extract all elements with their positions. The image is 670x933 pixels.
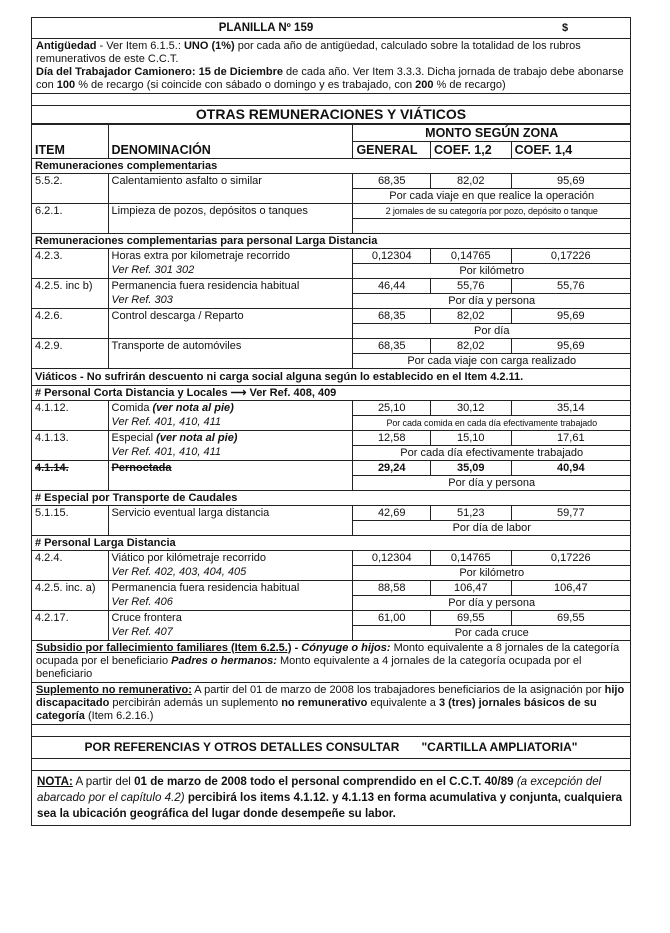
- item-name-text: Transporte de automóviles: [111, 339, 242, 352]
- item-code-cont: [32, 188, 109, 203]
- subsidio-paragraph: [31, 641, 631, 683]
- viaticos-note: Viáticos - No sufrirán descuento ni carga social alguna según lo establecido en el Item 4.2.11.: [32, 368, 631, 385]
- item-name: [108, 308, 353, 323]
- nota-paragraph: [31, 771, 631, 826]
- item-ref: [108, 323, 353, 338]
- value-general: 61,00: [353, 610, 431, 625]
- item-ref: [108, 565, 353, 580]
- group-title: Remuneraciones complementarias para personal Larga Distancia: [32, 233, 631, 248]
- table-row: [32, 505, 631, 520]
- coef-12-header: COEF. 1,2: [430, 142, 511, 159]
- value-general: 25,10: [353, 400, 431, 415]
- group-title-row: [32, 233, 631, 248]
- nota-date: 01 de marzo de 2008 todo el personal comprendido en el C.C.T. 40/89: [134, 774, 514, 788]
- group-title-row: [32, 490, 631, 505]
- table-row: [32, 430, 631, 445]
- group-title-row: [32, 385, 631, 400]
- value-general: 29,24: [353, 460, 431, 475]
- value-coef-12: 0,14765: [430, 248, 511, 263]
- referencias-banner: [31, 737, 631, 759]
- value-coef-14: 0,17226: [511, 248, 630, 263]
- camionero-text-2: % de recargo (si coincide con sábado o domingo y es trabajado, con: [75, 79, 416, 91]
- table-row-detail: [32, 293, 631, 308]
- subsidio-dash: -: [291, 641, 302, 654]
- camionero-label: Día del Trabajador Camionero:: [36, 66, 196, 78]
- value-general: 42,69: [353, 505, 431, 520]
- unit-description: Por kilómetro: [353, 565, 631, 580]
- table-row-detail: [32, 625, 631, 640]
- camionero-pct-200: 200: [415, 79, 434, 91]
- table-row: [32, 308, 631, 323]
- unit-description: Por día y persona: [353, 595, 631, 610]
- value-coef-12: 30,12: [430, 400, 511, 415]
- item-code-cont: [32, 565, 109, 580]
- table-row: [32, 278, 631, 293]
- suplemento-text-3: equivalente a: [367, 696, 439, 709]
- item-code-cont: [32, 263, 109, 278]
- item-name: [108, 173, 353, 188]
- item-name-text: Limpieza de pozos, depósitos o tanques: [111, 204, 308, 217]
- blank-row: [31, 725, 631, 737]
- value-coef-12: 35,09: [430, 460, 511, 475]
- table-head-row-2: [32, 142, 631, 159]
- item-code-cont: [32, 520, 109, 535]
- antiguedad-percent: UNO (1%): [183, 40, 235, 52]
- nota-label: NOTA:: [37, 774, 73, 788]
- value-general: 12,58: [353, 430, 431, 445]
- item-name: [108, 203, 353, 218]
- value-general: 0,12304: [353, 550, 431, 565]
- value-coef-14: 17,61: [511, 430, 630, 445]
- camionero-date: 15 de Diciembre: [198, 66, 283, 78]
- item-name: [108, 460, 353, 475]
- table-row-detail: [32, 595, 631, 610]
- table-row-detail: [32, 263, 631, 278]
- value-coef-12: 51,23: [430, 505, 511, 520]
- unit-description: Por kilómetro: [353, 263, 631, 278]
- value-coef-12: 0,14765: [430, 550, 511, 565]
- blank-row: [31, 759, 631, 771]
- table-row: [32, 248, 631, 263]
- table-row: [32, 338, 631, 353]
- table-row-detail: [32, 415, 631, 430]
- table-row-detail: [32, 218, 631, 233]
- item-name-text: Permanencia fuera residencia habitual: [111, 581, 300, 594]
- suplemento-text: A partir del 01 de marzo de 2008 los trabajadores beneficiarios de la asignación por: [191, 683, 605, 696]
- item-ref-text: Ver Ref. 301 302: [111, 264, 195, 277]
- suplemento-label: Suplemento no remunerativo:: [36, 683, 192, 696]
- item-name: [108, 610, 353, 625]
- item-code: 4.2.6.: [32, 308, 109, 323]
- item-name: [108, 248, 353, 263]
- table-row-detail: [32, 323, 631, 338]
- value-general: 0,12304: [353, 248, 431, 263]
- antiguedad-paragraph: [31, 39, 631, 94]
- nota-pie-ref: (ver nota al pie): [152, 401, 234, 414]
- value-coef-14: 35,14: [511, 400, 630, 415]
- subsidio-conyuge: Cónyuge o hijos:: [301, 641, 391, 654]
- item-code: 4.2.9.: [32, 338, 109, 353]
- value-coef-14: 40,94: [511, 460, 630, 475]
- unit-description: Por día y persona: [353, 293, 631, 308]
- value-general: 68,35: [353, 308, 431, 323]
- item-code: 5.1.15.: [32, 505, 109, 520]
- item-name: [108, 278, 353, 293]
- currency-mark: $: [561, 21, 569, 34]
- suplemento-hijo: hijo discapacitado: [36, 683, 625, 709]
- item-code: 4.1.14.: [32, 460, 109, 475]
- table-row: [32, 400, 631, 415]
- item-name-text: Permanencia fuera residencia habitual: [111, 279, 300, 292]
- head-blank: [32, 125, 109, 142]
- table-row-detail: [32, 445, 631, 460]
- nota-text-2: percibirá los items 4.1.12. y 4.1.13 en forma acumulativa y conjunta, cualquiera sea la ubicación geográfica del lugar donde desempeñe su labor.: [37, 790, 623, 820]
- suplemento-text-2: percibirán además un suplemento: [109, 696, 282, 709]
- unit-description: Por cada viaje en que realice la operación: [353, 188, 631, 203]
- remuneraciones-table: [31, 124, 631, 641]
- unit-description: Por cada viaje con carga realizado: [353, 353, 631, 368]
- value-coef-12: 15,10: [430, 430, 511, 445]
- unit-description: Por día de labor: [353, 520, 631, 535]
- item-name: [108, 550, 353, 565]
- blank-row: [31, 94, 631, 106]
- item-ref: [108, 445, 353, 460]
- item-code: 4.2.4.: [32, 550, 109, 565]
- camionero-text: de cada año. Ver Item 3.3.3. Dicha jornada de trabajo debe abonarse con: [36, 66, 624, 91]
- item-ref-text: Ver Ref. 303: [111, 294, 173, 307]
- value-general: 46,44: [353, 278, 431, 293]
- suplemento-text-4: (Item 6.2.16.): [84, 709, 154, 722]
- table-row: [32, 460, 631, 475]
- unit-description: Por cada comida en cada día efectivamente trabajado: [353, 415, 631, 430]
- antiguedad-text: - Ver Item 6.1.5.:: [96, 40, 184, 52]
- value-coef-12: 82,02: [430, 308, 511, 323]
- table-row-detail: [32, 353, 631, 368]
- group-title: Remuneraciones complementarias: [32, 158, 631, 173]
- value-coef-14: 0,17226: [511, 550, 630, 565]
- item-ref-text: Ver Ref. 401, 410, 411: [111, 416, 221, 429]
- suplemento-jornales: 3 (tres) jornales básicos de su categoría: [36, 696, 597, 722]
- group-title: # Personal Larga Distancia: [32, 535, 631, 550]
- table-row: [32, 203, 631, 218]
- table-row: [32, 550, 631, 565]
- item-name-text: Servicio eventual larga distancia: [111, 506, 270, 519]
- item-name-text: Control descarga / Reparto: [111, 309, 244, 322]
- page-title: PLANILLA Nº 159: [218, 21, 314, 34]
- item-ref-text: Ver Ref. 401, 410, 411: [111, 446, 221, 459]
- value-coef-12: 106,47: [430, 580, 511, 595]
- subsidio-padres: Padres o hermanos:: [171, 654, 277, 667]
- item-code-cont: [32, 323, 109, 338]
- item-ref-text: Ver Ref. 407: [111, 626, 173, 639]
- item-code: 4.2.17.: [32, 610, 109, 625]
- item-code-cont: [32, 353, 109, 368]
- table-row-detail: [32, 475, 631, 490]
- coef-14-header: COEF. 1,4: [511, 142, 630, 159]
- table-head-row-1: [32, 125, 631, 142]
- unit-description: Por cada día efectivamente trabajado: [353, 445, 631, 460]
- subsidio-label: Subsidio por fallecimiento familiares (Item 6.2.5.): [36, 641, 292, 654]
- item-name-text: Comida: [111, 401, 150, 414]
- camionero-pct-100: 100: [56, 79, 76, 91]
- unit-empty: [353, 218, 631, 233]
- item-ref: [108, 263, 353, 278]
- item-code-cont: [32, 218, 109, 233]
- item-name: [108, 580, 353, 595]
- table-row: [32, 173, 631, 188]
- table-row-detail: [32, 520, 631, 535]
- nota-pie-ref: (ver nota al pie): [156, 431, 238, 444]
- item-code: 4.2.5. inc. a): [32, 580, 109, 595]
- subsidio-text-2: Monto equivalente a 4 jornales de la categoría ocupada por el beneficiario: [36, 654, 582, 680]
- item-name-text: Cruce frontera: [111, 611, 182, 624]
- item-name: [108, 400, 353, 415]
- item-code-cont: [32, 475, 109, 490]
- cartilla-ampliatoria: "CARTILLA AMPLIATORIA": [421, 739, 578, 754]
- table-row: [32, 610, 631, 625]
- remuneraciones-body: [32, 125, 631, 641]
- value-coef-12: 82,02: [430, 338, 511, 353]
- item-code-cont: [32, 445, 109, 460]
- item-code: 4.1.13.: [32, 430, 109, 445]
- header-row: [31, 17, 631, 39]
- item-name-text: Pernoctada: [111, 461, 172, 474]
- item-name: [108, 505, 353, 520]
- section-title: OTRAS REMUNERACIONES Y VIÁTICOS: [31, 106, 631, 124]
- value-coef-12: 82,02: [430, 173, 511, 188]
- referencias-text: POR REFERENCIAS Y OTROS DETALLES CONSULTAR: [84, 739, 400, 754]
- table-row-detail: [32, 565, 631, 580]
- table-row: [32, 580, 631, 595]
- item-name-text: Especial: [111, 431, 154, 444]
- item-code-cont: [32, 625, 109, 640]
- item-ref: [108, 188, 353, 203]
- item-ref: [108, 595, 353, 610]
- item-name-text: Viático por kilómetraje recorrido: [111, 551, 267, 564]
- value-coef-12: 55,76: [430, 278, 511, 293]
- item-name-text: Calentamiento asfalto o similar: [111, 174, 262, 187]
- value-general: 68,35: [353, 173, 431, 188]
- antiguedad-label: Antigüedad: [36, 40, 97, 52]
- group-title: # Especial por Transporte de Caudales: [32, 490, 631, 505]
- value-coef-14: 106,47: [511, 580, 630, 595]
- item-code: 4.1.12.: [32, 400, 109, 415]
- value-general: 68,35: [353, 338, 431, 353]
- unit-description: Por cada cruce: [353, 625, 631, 640]
- suplemento-paragraph: [31, 683, 631, 725]
- value-general: 88,58: [353, 580, 431, 595]
- suplemento-no-remunerativo: no remunerativo: [281, 696, 368, 709]
- item-ref: [108, 353, 353, 368]
- item-code: 4.2.3.: [32, 248, 109, 263]
- camionero-text-3: % de recargo): [433, 79, 506, 91]
- viaticos-note-row: [32, 368, 631, 385]
- item-ref: [108, 625, 353, 640]
- item-code-cont: [32, 415, 109, 430]
- item-code: 4.2.5. inc b): [32, 278, 109, 293]
- item-name-text: Horas extra por kilometraje recorrido: [111, 249, 291, 262]
- antiguedad-text-2: por cada año de antigüedad, calculado sobre la totalidad de los rubros remunerativos de este C.C.T.: [36, 40, 581, 65]
- head-blank: [108, 125, 353, 142]
- general-header: GENERAL: [353, 142, 431, 159]
- unit-description: 2 jornales de su categoría por pozo, depósito o tanque: [353, 203, 631, 218]
- item-ref-text: Ver Ref. 402, 403, 404, 405: [111, 566, 247, 579]
- item-ref: [108, 520, 353, 535]
- value-coef-14: 95,69: [511, 173, 630, 188]
- nota-exception: (a excepción del abarcado por el capítulo 4.2): [37, 774, 602, 804]
- monto-header: MONTO SEGÚN ZONA: [353, 125, 631, 142]
- item-header: ITEM: [32, 142, 109, 159]
- item-code-cont: [32, 595, 109, 610]
- item-name: [108, 430, 353, 445]
- group-title-row: [32, 158, 631, 173]
- value-coef-12: 69,55: [430, 610, 511, 625]
- item-code: 6.2.1.: [32, 203, 109, 218]
- nota-text: A partir del: [72, 774, 135, 788]
- subsidio-text: Monto equivalente a 8 jornales de la categoría ocupada por el beneficiario: [36, 641, 620, 667]
- table-row-detail: [32, 188, 631, 203]
- denominacion-header: DENOMINACIÓN: [108, 142, 353, 159]
- item-ref: [108, 218, 353, 233]
- unit-description: Por día y persona: [353, 475, 631, 490]
- value-coef-14: 95,69: [511, 308, 630, 323]
- item-ref: [108, 475, 353, 490]
- unit-description: Por día: [353, 323, 631, 338]
- group-title: # Personal Corta Distancia y Locales ⟶ Ver Ref. 408, 409: [32, 385, 631, 400]
- item-code-cont: [32, 293, 109, 308]
- item-name: [108, 338, 353, 353]
- item-code: 5.5.2.: [32, 173, 109, 188]
- item-ref-text: Ver Ref. 406: [111, 596, 173, 609]
- value-coef-14: 95,69: [511, 338, 630, 353]
- item-ref: [108, 293, 353, 308]
- group-title-row: [32, 535, 631, 550]
- value-coef-14: 59,77: [511, 505, 630, 520]
- item-ref: [108, 415, 353, 430]
- planilla-sheet: [31, 17, 631, 826]
- value-coef-14: 55,76: [511, 278, 630, 293]
- value-coef-14: 69,55: [511, 610, 630, 625]
